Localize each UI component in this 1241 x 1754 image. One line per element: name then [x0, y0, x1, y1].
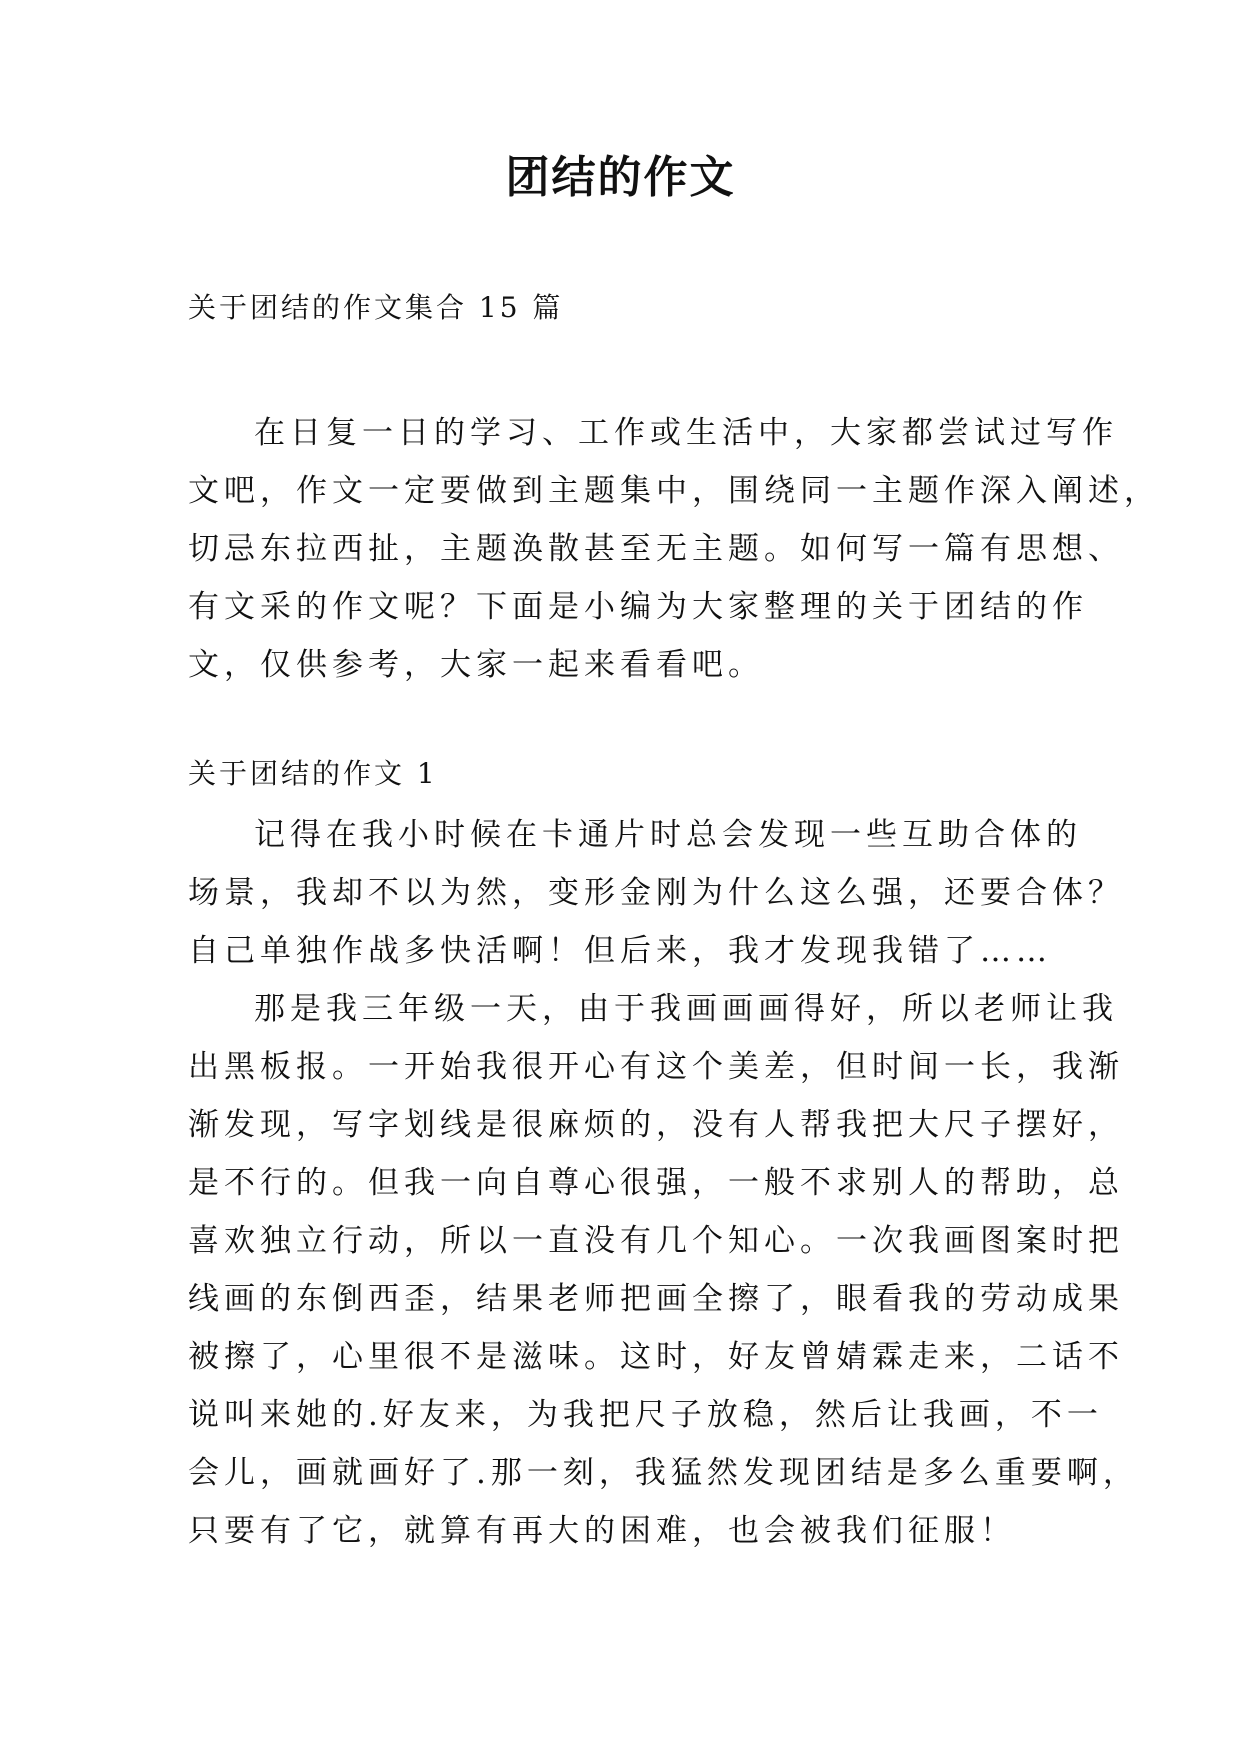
body-line: 那是我三年级一天，由于我画画画得好，所以老师让我	[254, 991, 1118, 1027]
section-heading: 关于团结的作文 1	[188, 757, 438, 790]
section-body	[188, 806, 1139, 1560]
body-line: 场景，我却不以为然，变形金刚为什么这么强，还要合体？	[188, 875, 1124, 911]
body-line: 记得在我小时候在卡通片时总会发现一些互助合体的	[254, 817, 1082, 853]
intro-paragraph	[188, 404, 1160, 694]
body-line: 说叫来她的.好友来，为我把尺子放稳，然后让我画，不一	[188, 1397, 1103, 1433]
body-line: 只要有了它，就算有再大的困难，也会被我们征服！	[188, 1513, 1016, 1549]
body-line: 是不行的。但我一向自尊心很强，一般不求别人的帮助，总	[188, 1165, 1124, 1201]
body-line: 渐发现，写字划线是很麻烦的，没有人帮我把大尺子摆好，	[188, 1107, 1124, 1143]
intro-line: 在日复一日的学习、工作或生活中，大家都尝试过写作	[254, 415, 1118, 451]
intro-line: 有文采的作文呢？下面是小编为大家整理的关于团结的作	[188, 589, 1088, 625]
intro-line: 文吧，作文一定要做到主题集中，围绕同一主题作深入阐述，	[188, 473, 1160, 509]
body-line: 喜欢独立行动，所以一直没有几个知心。一次我画图案时把	[188, 1223, 1124, 1259]
body-line: 自己单独作战多快活啊！但后来，我才发现我错了……	[188, 933, 1052, 969]
body-line: 被擦了，心里很不是滋味。这时，好友曾婧霖走来，二话不	[188, 1339, 1124, 1375]
body-line: 出黑板报。一开始我很开心有这个美差，但时间一长，我渐	[188, 1049, 1124, 1085]
document-subtitle: 关于团结的作文集合 15 篇	[188, 291, 564, 324]
document-title: 团结的作文	[505, 152, 736, 203]
intro-line: 切忌东拉西扯，主题涣散甚至无主题。如何写一篇有思想、	[188, 531, 1124, 567]
body-line: 会儿，画就画好了.那一刻，我猛然发现团结是多么重要啊，	[188, 1455, 1139, 1491]
intro-line: 文，仅供参考，大家一起来看看吧。	[188, 647, 764, 683]
body-line: 线画的东倒西歪，结果老师把画全擦了，眼看我的劳动成果	[188, 1281, 1124, 1317]
